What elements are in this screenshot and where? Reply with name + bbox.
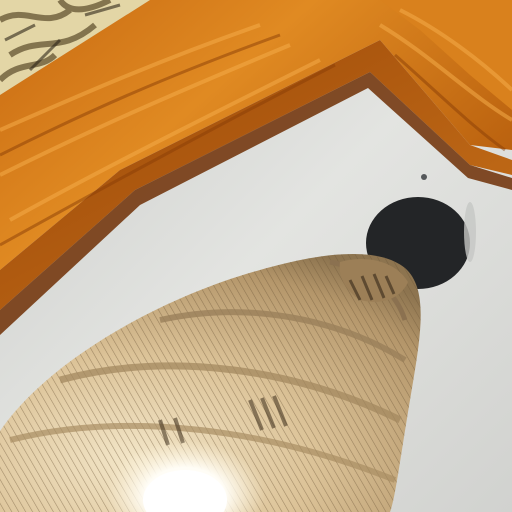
lamp-canopy-shadow — [464, 202, 476, 262]
ceiling-dot — [421, 174, 427, 180]
